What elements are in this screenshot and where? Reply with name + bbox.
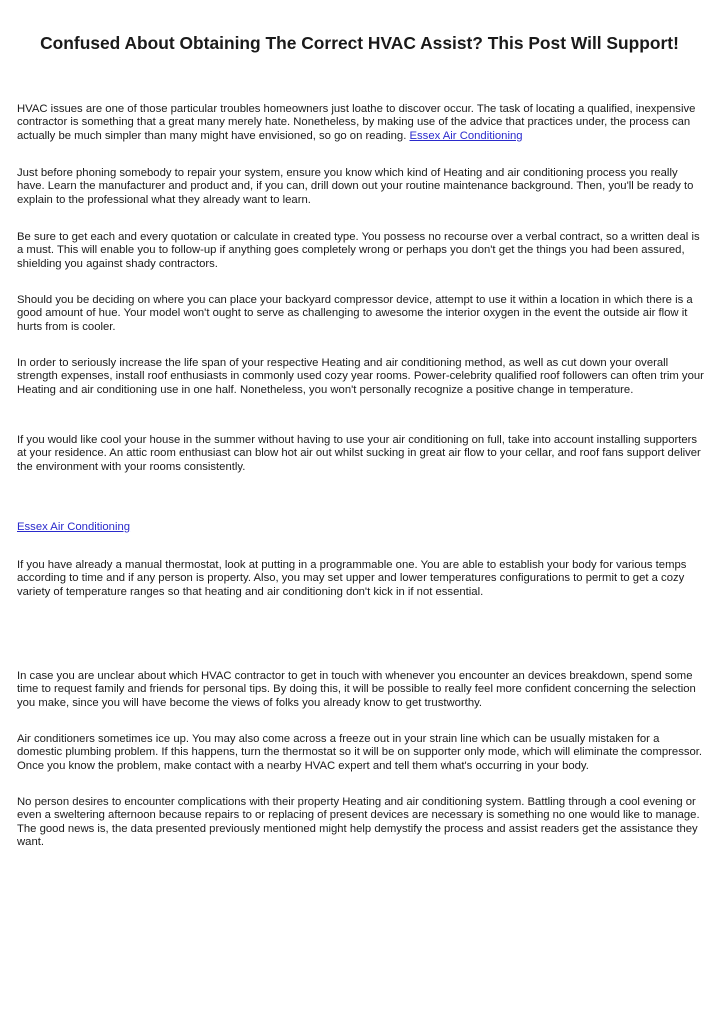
paragraph-link [17, 521, 707, 534]
paragraph-4: Should you be deciding on where you can place your backyard compressor device, attempt to use it within a location in which there is a good amount of hue. Your model won't ought to serve as challenging to awesome the interior oxygen in the event the outside air flow it hurts from is cooler. [17, 294, 693, 333]
paragraph-1 [17, 103, 707, 143]
paragraph-9: Air conditioners sometimes ice up. You may also come across a freeze out in your strain line which can be usually mistaken for a domestic plumbing problem. If this happens, turn the thermostat so it will be on supporter only mode, which will eliminate the compressor. Once you know the problem, make contact with a nearby HVAC expert and tell them what's occurring in your body. [17, 733, 703, 772]
paragraph-10: No person desires to encounter complications with their property Heating and air conditioning system. Battling through a cool evening or even a sweltering afternoon because repairs to or replacing of present devices are necessary is something no one would like to manage. The good news is, the data presented previously mentioned might help demystify the process and assist readers get the assistance they want. [17, 796, 700, 849]
page-title: Confused About Obtaining The Correct HVAC Assist? This Post Will Support! [40, 33, 679, 53]
paragraph-8: In case you are unclear about which HVAC contractor to get in touch with whenever you encounter an devices breakdown, spend some time to request family and friends for personal tips. By doing this, it will be possible to really feel more confident concerning the selection you make, since you will have become the views of folks you already know to get trustworthy. [17, 670, 696, 709]
essex-air-conditioning-link-inline[interactable]: Essex Air Conditioning [409, 129, 523, 142]
paragraph-6: If you would like cool your house in the summer without having to use your air conditioning on full, take into account installing supporters at your residence. An attic room enthusiast can blow hot air out whilst sucking in great air flow to your cellar, and roof fans support deliver the environment with your rooms consistently. [17, 434, 701, 473]
paragraph-3: Be sure to get each and every quotation or calculate in created type. You possess no recourse over a verbal contract, so a written deal is a must. This will enable you to follow-up if anything goes completely wrong or perhaps you don't get the things you had been assured, shielding you against shady contractors. [17, 231, 700, 270]
paragraph-1-text: HVAC issues are one of those particular troubles homeowners just loathe to discover occur. The task of locating a qualified, inexpensive contractor is something that a great many merely hate. Nonetheless, by making use of the advice that practices under, the process can actually be much simpler than many might have envisioned, so go on reading. [17, 103, 696, 142]
paragraph-7: If you have already a manual thermostat, look at putting in a programmable one. You are able to establish your body for various temps according to time and if any person is property. Also, you may set upper and lower temperatures configurations to permit to get a cozy variety of temperature ranges so that heating and air conditioning don't kick in if not essential. [17, 559, 687, 598]
paragraph-2: Just before phoning somebody to repair your system, ensure you know which kind of Heating and air conditioning process you really have. Learn the manufacturer and product and, if you can, drill down out your routine maintenance background. Then, you'll be ready to explain to the professional what they already want to learn. [17, 167, 694, 206]
essex-air-conditioning-link[interactable]: Essex Air Conditioning [17, 521, 131, 533]
paragraph-5: In order to seriously increase the life span of your respective Heating and air conditioning method, as well as cut down your overall strength expenses, install roof enthusiasts in commonly used cozy year rooms. Power-celebrity qualified roof followers can often trim your Heating and air conditioning use in one half. Nonetheless, you won't personally recognize a positive change in temperature. [17, 357, 704, 396]
